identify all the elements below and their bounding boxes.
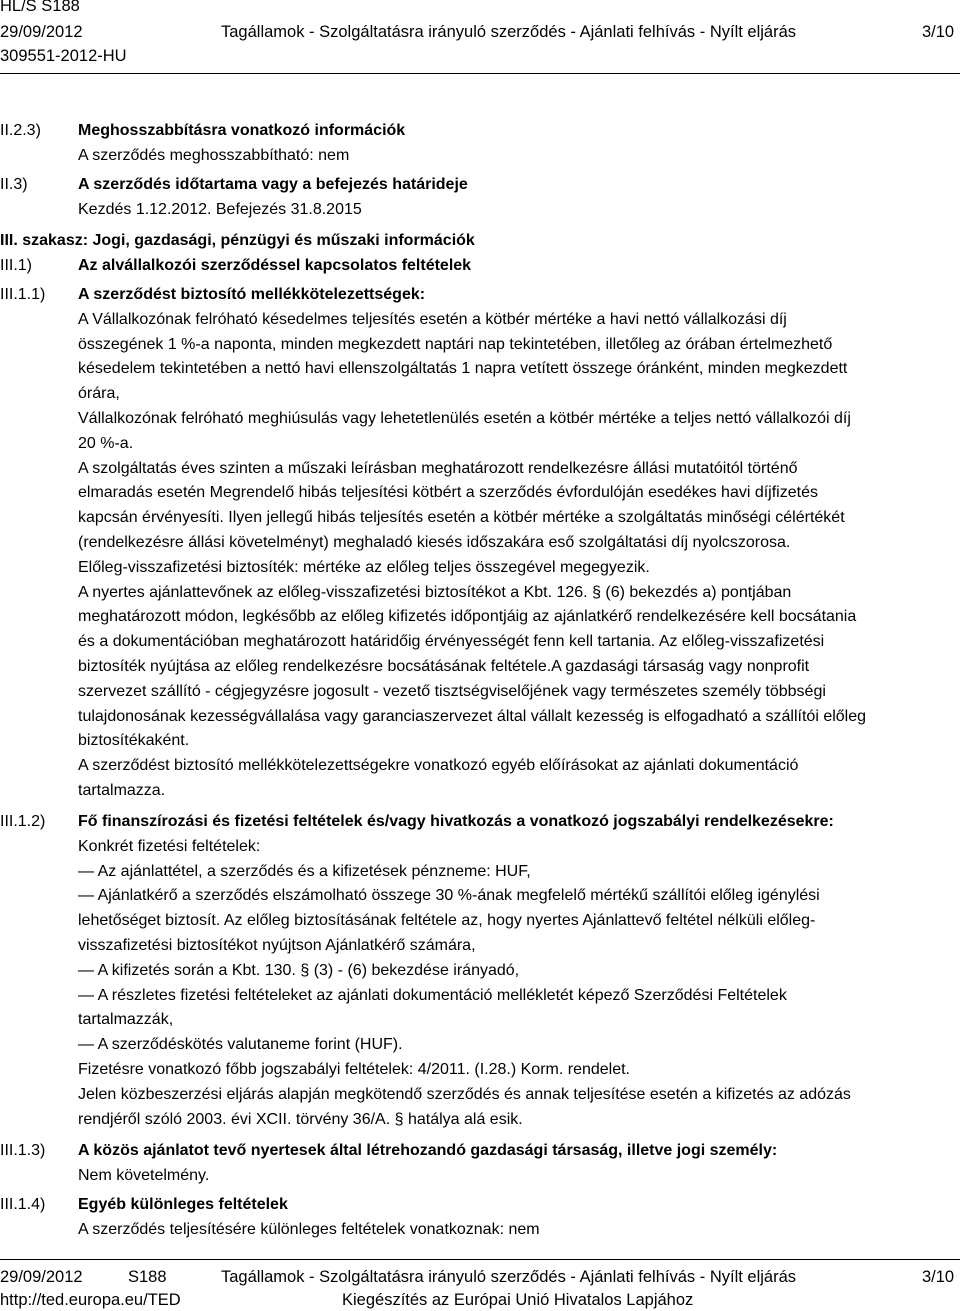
footer-series: S188 xyxy=(128,1268,167,1286)
paragraph-line: — A kifizetés során a Kbt. 130. § (3) - (6) bekezdése irányadó, xyxy=(78,961,520,979)
section-number: III.1) xyxy=(0,257,33,274)
section-iii-1-1 xyxy=(78,283,948,804)
paragraph-line: A szerződést biztosító mellékkötelezettségekre vonatkozó egyéb előírásokat az ajánlati dokumentáció xyxy=(78,757,799,775)
paragraph-line: visszafizetési biztosítékot nyújtson Ajánlatkérő számára, xyxy=(78,936,476,954)
paragraph-line: — Az ajánlattétel, a szerződés és a kifizetések pénzneme: HUF, xyxy=(78,862,531,880)
footer-rule xyxy=(0,1259,960,1260)
paragraph-line: Előleg-visszafizetési biztosíték: mértéke az előleg teljes összegével megegyezik. xyxy=(78,558,650,576)
paragraph-line: A nyertes ajánlattevőnek az előleg-visszafizetési biztosítékot a Kbt. 126. § (6) bekezdés a) pontjában xyxy=(78,583,792,601)
section-number: III.1.3) xyxy=(0,1142,46,1159)
paragraph-line: késedelem tekintetében a nettó havi ellenszolgáltatás 1 napra vetített összege óránként, minden megkezdett xyxy=(78,360,848,378)
paragraph-line: A Vállalkozónak felróható késedelmes teljesítés esetén a kötbér mértéke a havi nettó vállalkozási díj xyxy=(78,310,787,328)
footer-url-link[interactable]: http://ted.europa.eu/TED xyxy=(0,1291,181,1309)
paragraph-line: Vállalkozónak felróható meghiúsulás vagy lehetetlenülés esetén a kötbér mértéke a teljes nettó vállalkozói díj xyxy=(78,409,851,427)
header-title: Tagállamok - Szolgáltatásra irányuló szerződés - Ajánlati felhívás - Nyílt eljárás xyxy=(221,23,797,41)
section-number: III.1.1) xyxy=(0,286,46,303)
section-ii-3 xyxy=(78,173,948,223)
paragraph-line: — A szerződéskötés valutaneme forint (HUF). xyxy=(78,1036,403,1054)
footer-title: Tagállamok - Szolgáltatásra irányuló szerződés - Ajánlati felhívás - Nyílt eljárás xyxy=(221,1268,797,1286)
section-heading: Fő finanszírozási és fizetési feltételek és/vagy hivatkozás a vonatkozó jogszabályi rendelkezésekre: xyxy=(78,813,834,830)
paragraph-line: szervezet szállító - cégjegyzésre jogosult - vezető tisztségviselőjének vagy természetes személy többségi xyxy=(78,682,826,700)
paragraph-line: és a dokumentációban meghatározott határidőig érvényességét fenn kell tartania. Az előleg-visszafizetési xyxy=(78,633,825,651)
paragraph-line: — Ajánlatkérő a szerződés elszámolható összege 30 %-ának megfelelő mértékű szállítói előleg igénylési xyxy=(78,887,820,905)
section-text: Nem követelmény. xyxy=(78,1166,210,1184)
section-iii-1-2 xyxy=(78,810,948,1132)
section-heading: Az alvállalkozói szerződéssel kapcsolatos feltételek xyxy=(78,257,472,274)
journal-ref: HL/S S188 xyxy=(0,0,80,15)
section-text: A szerződés meghosszabbítható: nem xyxy=(78,146,350,164)
section-heading: Meghosszabbításra vonatkozó információk xyxy=(78,122,406,139)
paragraph-line: tartalmazza. xyxy=(78,781,166,799)
header-date: 29/09/2012 xyxy=(0,23,83,41)
section-heading: A szerződés időtartama vagy a befejezés határideje xyxy=(78,176,468,193)
paragraph-line: Jelen közbeszerzési eljárás alapján megkötendő szerződés és annak teljesítése esetén a kifizetés az adózás xyxy=(78,1085,851,1103)
part-heading: III. szakasz: Jogi, gazdasági, pénzügyi és műszaki információk xyxy=(0,232,475,249)
document-id: 309551-2012-HU xyxy=(0,47,127,65)
paragraph-line: biztosíték nyújtása az előleg rendelkezésre bocsátásának feltétele.A gazdasági társaság vagy nonprofit xyxy=(78,657,810,675)
paragraph-line: — A részletes fizetési feltételeket az ajánlati dokumentáció mellékletét képező Szerződési Feltételek xyxy=(78,986,787,1004)
paragraph-line: (rendelkezésre állási követelményt) meghaladó kiesés időszakára eső szolgáltatási díj nyolcszorosa. xyxy=(78,533,791,551)
paragraph-line: A szolgáltatás éves szinten a műszaki leírásban meghatározott rendelkezésre állási mutatóitól történő xyxy=(78,459,798,477)
section-number: II.2.3) xyxy=(0,122,41,139)
paragraph-line: biztosítékaként. xyxy=(78,732,190,750)
paragraph-line: Konkrét fizetési feltételek: xyxy=(78,837,261,855)
paragraph-line: 20 %-a. xyxy=(78,434,134,452)
paragraph-line: Fizetésre vonatkozó főbb jogszabályi feltételek: 4/2011. (I.28.) Korm. rendelet. xyxy=(78,1060,630,1078)
paragraph-line: összegének 1 %-a naponta, minden megkezdett naptári nap tekintetében, illetőleg az órában értelmezhető xyxy=(78,335,833,353)
footer-date: 29/09/2012 xyxy=(0,1268,83,1286)
footer-page-number: 3/10 xyxy=(922,1268,955,1286)
section-heading: Egyéb különleges feltételek xyxy=(78,1196,288,1213)
header-rule xyxy=(0,73,960,74)
section-iii-1-3 xyxy=(78,1139,948,1189)
paragraph-line: meghatározott módon, legkésőbb az előleg kifizetés időpontjáig az ajánlatkérő rendelkezésére kell bocsátania xyxy=(78,608,857,626)
section-heading: A közös ajánlatot tevő nyertesek által létrehozandó gazdasági társaság, illetve jogi személy: xyxy=(78,1142,778,1159)
section-iii-1-4 xyxy=(78,1193,948,1243)
section-number: III.1.2) xyxy=(0,813,46,830)
paragraph-line: elmaradás esetén Megrendelő hibás teljesítési kötbért a szerződés évfordulóján esedékes havi díjfizetés xyxy=(78,484,818,502)
paragraph-line: órára, xyxy=(78,385,120,403)
header-page-number: 3/10 xyxy=(922,23,955,41)
paragraph-line: kapcsán érvényesíti. Ilyen jellegű hibás teljesítés esetén a kötbér mértéke a szolgáltatás minőségi célértékét xyxy=(78,509,845,527)
paragraph-line: rendjéről szóló 2003. évi XCII. törvény 36/A. § hatálya alá esik. xyxy=(78,1110,523,1128)
section-ii-2-3 xyxy=(78,119,948,169)
section-number: III.1.4) xyxy=(0,1196,46,1213)
section-text: A szerződés teljesítésére különleges feltételek vonatkoznak: nem xyxy=(78,1220,540,1238)
paragraph-line: tartalmazzák, xyxy=(78,1011,174,1029)
footer-publisher: Kiegészítés az Európai Unió Hivatalos Lapjához xyxy=(342,1291,694,1309)
section-text: Kezdés 1.12.2012. Befejezés 31.8.2015 xyxy=(78,200,362,218)
paragraph-line: tulajdonosának kezességvállalása vagy garanciaszervezet által vállalt kezesség is elfogadható a szállítói előleg xyxy=(78,707,867,725)
section-number: II.3) xyxy=(0,176,28,193)
paragraph-line: lehetőséget biztosít. Az előleg biztosításának feltétele az, hogy nyertes Ajánlattevő feltétel nélküli előleg- xyxy=(78,912,816,930)
section-heading: A szerződést biztosító mellékkötelezettségek: xyxy=(78,286,426,303)
